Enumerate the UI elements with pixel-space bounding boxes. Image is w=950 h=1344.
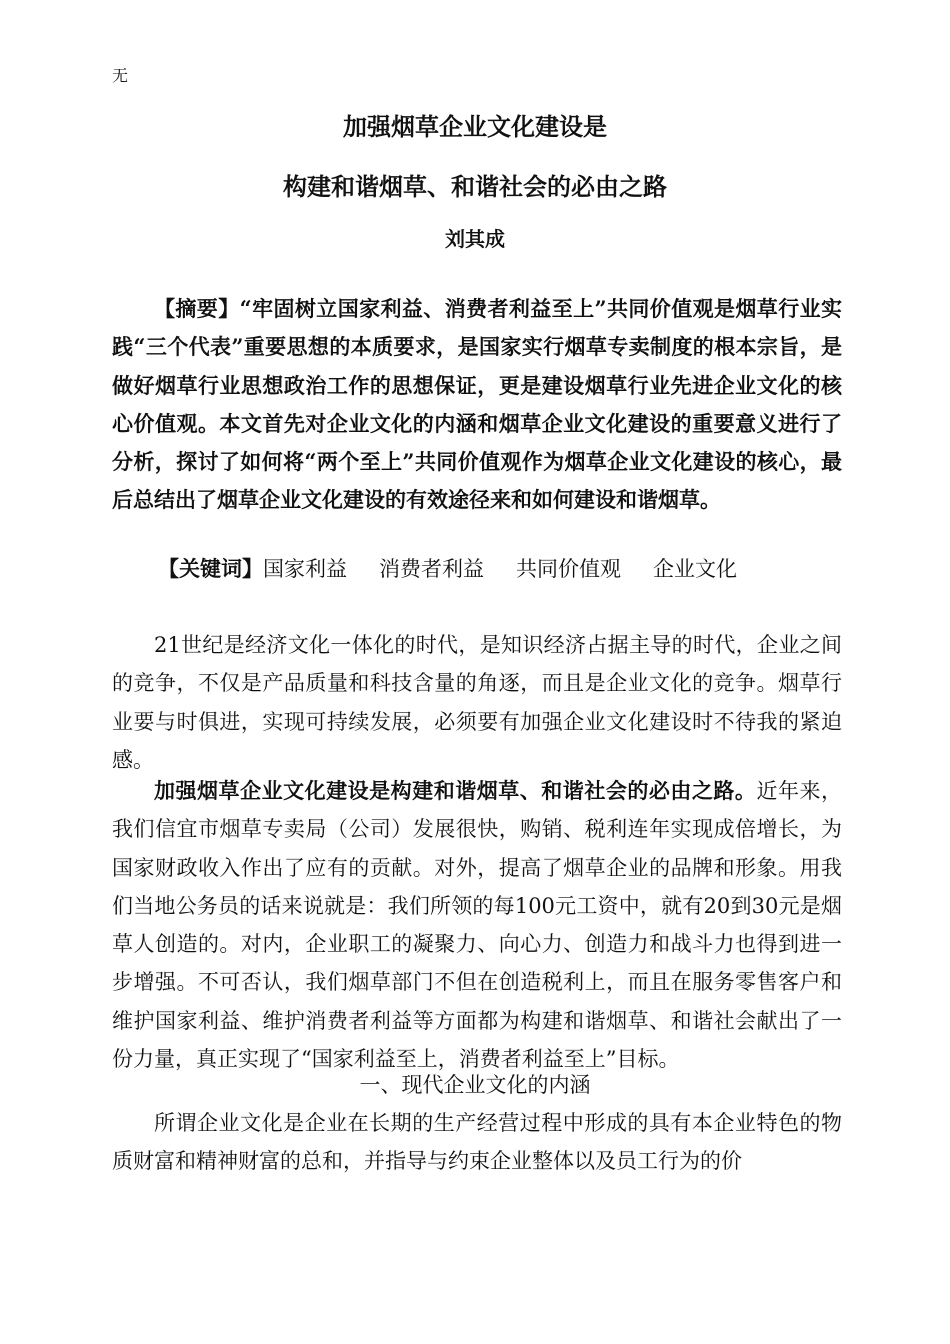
keyword-item: 共同价值观 xyxy=(516,557,621,581)
keyword-item: 国家利益 xyxy=(263,557,347,581)
abstract-text: “牢固树立国家利益、消费者利益至上”共同价值观是烟草行业实践“三个代表”重要思想的本质要求，是国家实行烟草专卖制度的根本宗旨，是做好烟草行业思想政治工作的思想保证，更是建设烟草行业先进企业文化的核心价值观。本文首先对企业文化的内涵和烟草企业文化建设的重要意义进行了分析，探讨了如何将“两个至上”共同价值观作为烟草企业文化建设的核心，最后总结出了烟草企业文化建设的有效途径来和如何建设和谐烟草。 xyxy=(112,296,843,513)
body-paragraph-1: 21世纪是经济文化一体化的时代，是知识经济占据主导的时代，企业之间的竞争，不仅是产品质量和科技含量的角逐，而且是企业文化的竞争。烟草行业要与时俱进，实现可持续发展，必须要有加强企业文化建设时不待我的紧迫感。 xyxy=(112,633,842,772)
abstract-paragraph xyxy=(112,290,842,520)
title-line-1: 加强烟草企业文化建设是 xyxy=(343,112,607,141)
abstract-label: 【摘要】 xyxy=(154,296,240,321)
paragraph-2-lead: 加强烟草企业文化建设是构建和谐烟草、和谐社会的必由之路。 xyxy=(154,778,757,803)
author-name: 刘其成 xyxy=(445,227,505,251)
keyword-item: 消费者利益 xyxy=(379,557,484,581)
body-paragraph-3: 所谓企业文化是企业在长期的生产经营过程中形成的具有本企业特色的物质财富和精神财富的总和，并指导与约束企业整体以及员工行为的价 xyxy=(112,1111,842,1174)
paragraph-2-text: 近年来，我们信宜市烟草专卖局（公司）发展很快，购销、税利连年实现成倍增长，为国家财政收入作出了应有的贡献。对外，提高了烟草企业的品牌和形象。用我们当地公务员的话来说就是：我们所领的每100元工资中，就有20到30元是烟草人创造的。对内，企业职工的凝聚力、向心力、创造力和战斗力也得到进一步增强。不可否认，我们烟草部门不但在创造税利上，而且在服务零售客户和维护国家利益、维护消费者利益等方面都为构建和谐烟草、和谐社会献出了一份力量，真正实现了“国家利益至上，消费者利益至上”目标。 xyxy=(112,779,843,1072)
title-line-2: 构建和谐烟草、和谐社会的必由之路 xyxy=(283,172,667,201)
keywords-label: 【关键词】 xyxy=(158,556,263,581)
section-heading-1: 一、现代企业文化的内涵 xyxy=(359,1073,591,1097)
body-paragraph-2 xyxy=(112,772,842,1078)
keywords-line xyxy=(158,550,737,588)
header-mark: 无 xyxy=(112,66,129,85)
keyword-item: 企业文化 xyxy=(653,557,737,581)
